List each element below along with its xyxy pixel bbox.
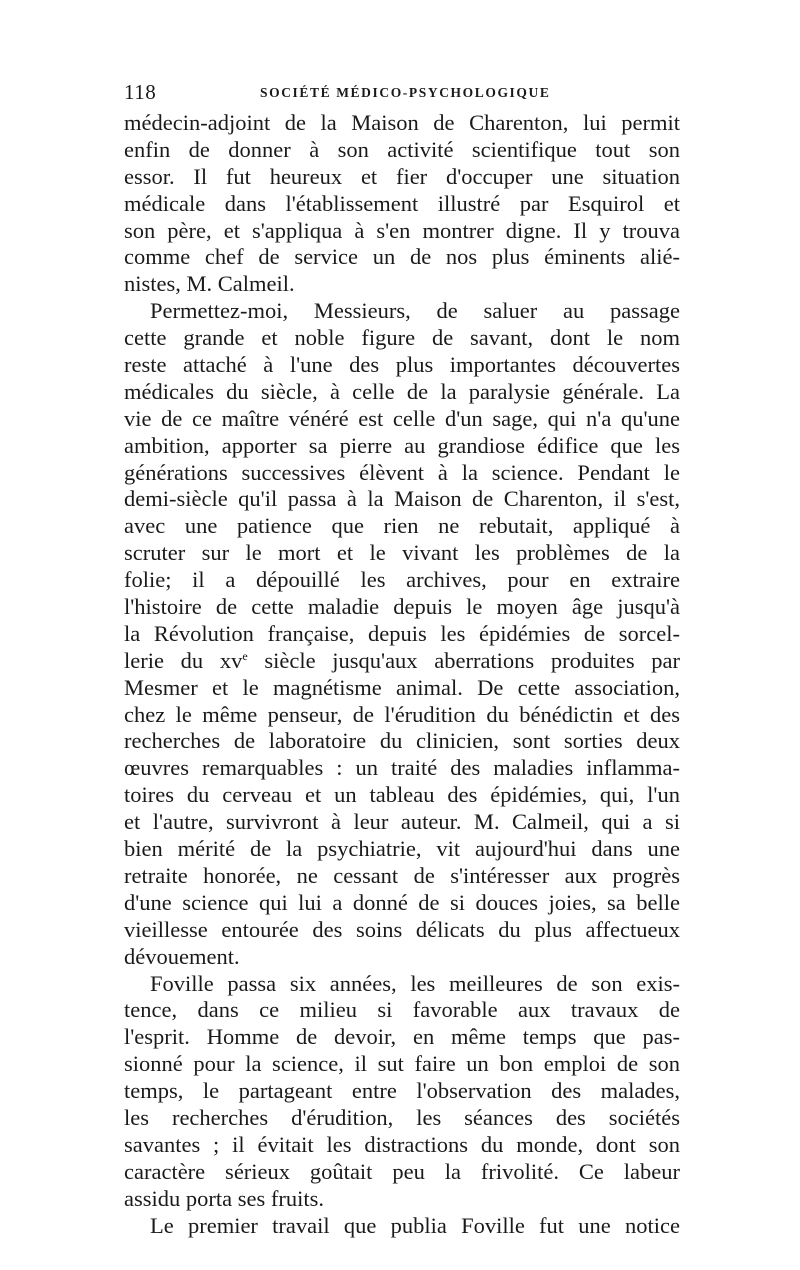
- text-line: d'une science qui lui a donné de si douces joies, sa belle: [124, 889, 680, 915]
- text-line: médicale dans l'établissement illustré par Esquirol et: [124, 190, 680, 216]
- text-line: l'histoire de cette maladie depuis le moyen âge jusqu'à: [124, 594, 680, 620]
- text-line: scruter sur le mort et le vivant les problèmes de la: [124, 540, 680, 566]
- text-line: les recherches d'érudition, les séances des sociétés: [124, 1104, 680, 1130]
- text-line: son père, et s'appliqua à s'en montrer digne. Il y trouva: [124, 217, 680, 243]
- text-fragment: lerie du xv: [124, 647, 243, 673]
- superscript: e: [242, 648, 248, 663]
- text-line: Permettez-moi, Messieurs, de saluer au passage: [150, 298, 680, 324]
- text-line: folie; il a dépouillé les archives, pour en extraire: [124, 567, 680, 593]
- text-line: Le premier travail que publia Foville fut une notice: [150, 1212, 680, 1238]
- text-line: assidu porta ses fruits.: [124, 1185, 324, 1211]
- text-line: nistes, M. Calmeil.: [124, 271, 295, 297]
- text-line: et l'autre, survivront à leur auteur. M. Calmeil, qui a si: [124, 809, 680, 835]
- text-line: bien mérité de la psychiatrie, vit aujourd'hui dans une: [124, 836, 680, 862]
- text-line: caractère sérieux goûtait peu la frivolité. Ce labeur: [124, 1158, 680, 1184]
- text-line: avec une patience que rien ne rebutait, appliqué à: [124, 513, 680, 539]
- paragraph-3: [124, 971, 680, 1213]
- text-line: chez le même penseur, de l'érudition du bénédictin et des: [124, 701, 680, 727]
- text-line: recherches de laboratoire du clinicien, sont sorties deux: [124, 728, 680, 754]
- text-line: œuvres remarquables : un traité des maladies inflamma-: [124, 755, 680, 781]
- paragraph-1: [124, 110, 680, 298]
- text-line: vieillesse entourée des soins délicats du plus affectueux: [124, 916, 680, 942]
- book-page: [124, 78, 680, 1239]
- text-line: tence, dans ce milieu si favorable aux travaux de: [124, 997, 680, 1023]
- text-line: essor. Il fut heureux et fier d'occuper une situation: [124, 163, 680, 189]
- text-line: reste attaché à l'une des plus importantes découvertes: [124, 352, 680, 378]
- paragraph-4: [124, 1213, 680, 1240]
- text-line: Mesmer et le magnétisme animal. De cette association,: [124, 674, 680, 700]
- text-line-with-superscript: [124, 648, 680, 675]
- text-line: médicales du siècle, à celle de la paralysie générale. La: [124, 378, 680, 404]
- text-line: comme chef de service un de nos plus éminents alié-: [124, 244, 680, 270]
- text-line: toires du cerveau et un tableau des épidémies, qui, l'un: [124, 782, 680, 808]
- text-fragment: siècle jusqu'aux aberrations produites par: [247, 647, 681, 673]
- text-line: retraite honorée, ne cessant de s'intéresser aux progrès: [124, 862, 680, 888]
- text-line: dévouement.: [124, 943, 240, 969]
- text-line: Foville passa six années, les meilleures de son exis-: [150, 970, 680, 996]
- text-line: savantes ; il évitait les distractions du monde, dont son: [124, 1131, 680, 1157]
- running-head: [124, 78, 680, 110]
- text-line: temps, le partageant entre l'observation des malades,: [124, 1078, 680, 1104]
- text-line: l'esprit. Homme de devoir, en même temps que pas-: [124, 1024, 680, 1050]
- text-line: sionné pour la science, il sut faire un bon emploi de son: [124, 1051, 680, 1077]
- body-text: [124, 110, 680, 1239]
- text-line: médecin-adjoint de la Maison de Charenton, lui permit: [124, 110, 680, 135]
- text-line: générations successives élèvent à la science. Pendant le: [124, 459, 680, 485]
- text-line: demi-siècle qu'il passa à la Maison de Charenton, il s'est,: [124, 486, 680, 512]
- page-number: 118: [124, 80, 157, 104]
- text-line: ambition, apporter sa pierre au grandiose édifice que les: [124, 432, 680, 458]
- text-line: cette grande et noble figure de savant, dont le nom: [124, 325, 680, 351]
- text-line: vie de ce maître vénéré est celle d'un sage, qui n'a qu'une: [124, 405, 680, 431]
- text-line: enfin de donner à son activité scientifique tout son: [124, 136, 680, 162]
- paragraph-2: [124, 298, 680, 970]
- running-title: SOCIÉTÉ MÉDICO-PSYCHOLOGIQUE: [260, 85, 551, 100]
- text-line: la Révolution française, depuis les épidémies de sorcel-: [124, 620, 680, 646]
